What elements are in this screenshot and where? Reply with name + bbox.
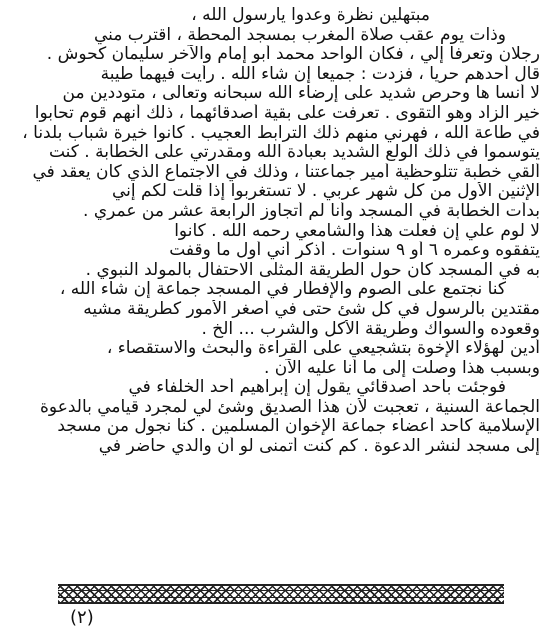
text-line: مبتهلين نظرة وعدوا يارسول الله ، xyxy=(191,6,430,25)
text-line: يتوسموا في ذلك الولع الشديد بعبادة الله ومقدرتي على الخطابة . كنت xyxy=(48,143,540,163)
text-line: فوجئت بأحد أصدقائي يقول إن إبراهيم أحد الخلفاء في xyxy=(128,378,506,398)
text-line: الجماعة السنية ، تعجبت لأن هذا الصديق وشئ لي لمجرد قيامي بالدعوة xyxy=(40,397,540,417)
text-line: كنا نجتمع على الصوم والإفطار في المسجد جماعة إن شاء الله ، xyxy=(59,280,506,300)
text-line: قال أحدهم حريا ، فزدت : جميعا إن شاء الله . رأيت فيهما طيبة xyxy=(100,64,540,84)
text-line: به في المسجد كان حول الطريقة المثلى الاحتفال بالمولد النبوي . xyxy=(85,260,540,280)
body-text xyxy=(12,6,540,457)
page-number: (٢) xyxy=(70,607,94,628)
text-line: أدين لهؤلاء الإخوة بتشجيعي على القراءة والبحث والاستقصاء ، xyxy=(106,339,540,359)
text-line: وبسبب هذا وصلت إلى ما أنا عليه الآن . xyxy=(263,358,540,378)
text-line: مقتدين بالرسول في كل شئ حتى في أصغر الأمور كطريقة مشيه xyxy=(83,299,540,319)
text-line: الإثنين الأول من كل شهر عربي . لا تستغربوا إذا قلت لكم إني xyxy=(112,182,540,202)
text-line: وقعوده والسواك وطريقة الأكل والشرب ... الخ . xyxy=(201,319,540,339)
text-line: ألقي خطبة تتلوحظية أمير جماعتنا ، وذلك في الاجتماع الذي كان يعقد في xyxy=(32,162,540,182)
text-line: يتفقوه وعمره ٦ أو ٩ سنوات . أذكر أني أول ما وقفت xyxy=(169,241,540,261)
text-line: رجلان وتعرفا إلي ، فكان الواحد محمد أبو إمام والآخر سليمان كحوش . xyxy=(46,45,540,65)
text-line: خير الزاد وهو التقوى . تعرفت على بقية أصدقائهما ، ذلك أنهم قوم تحابوا xyxy=(34,103,540,123)
decorative-border-inner xyxy=(58,590,504,598)
text-line: إلى مسجد لنشر الدعوة . كم كنت أتمنى لو أن والدي حاضر في xyxy=(98,437,540,457)
text-line: الإسلامية كأحد أعضاء جماعة الإخوان المسلمين . كنا نجول من مسجد xyxy=(57,417,540,437)
text-line: بدأت الخطابة في المسجد وأنا لم أتجاوز الرابعة عشر من عمري . xyxy=(83,201,540,221)
text-line: وذات يوم عقب صلاة المغرب بمسجد المحطة ، اقترب مني xyxy=(93,25,506,45)
text-line: لا لوم علي إن فعلت هذا والشامعي رحمه الله . كانوا xyxy=(174,221,540,241)
text-line: لا أنسا ها وحرص شديد على إرضاء الله سبحانه وتعالى ، متوددين من xyxy=(62,84,540,104)
decorative-border xyxy=(58,584,504,604)
text-line: في طاعة الله ، فهرني منهم ذلك الترابط العجيب . كانوا خيرة شباب بلدنا ، xyxy=(22,123,540,143)
